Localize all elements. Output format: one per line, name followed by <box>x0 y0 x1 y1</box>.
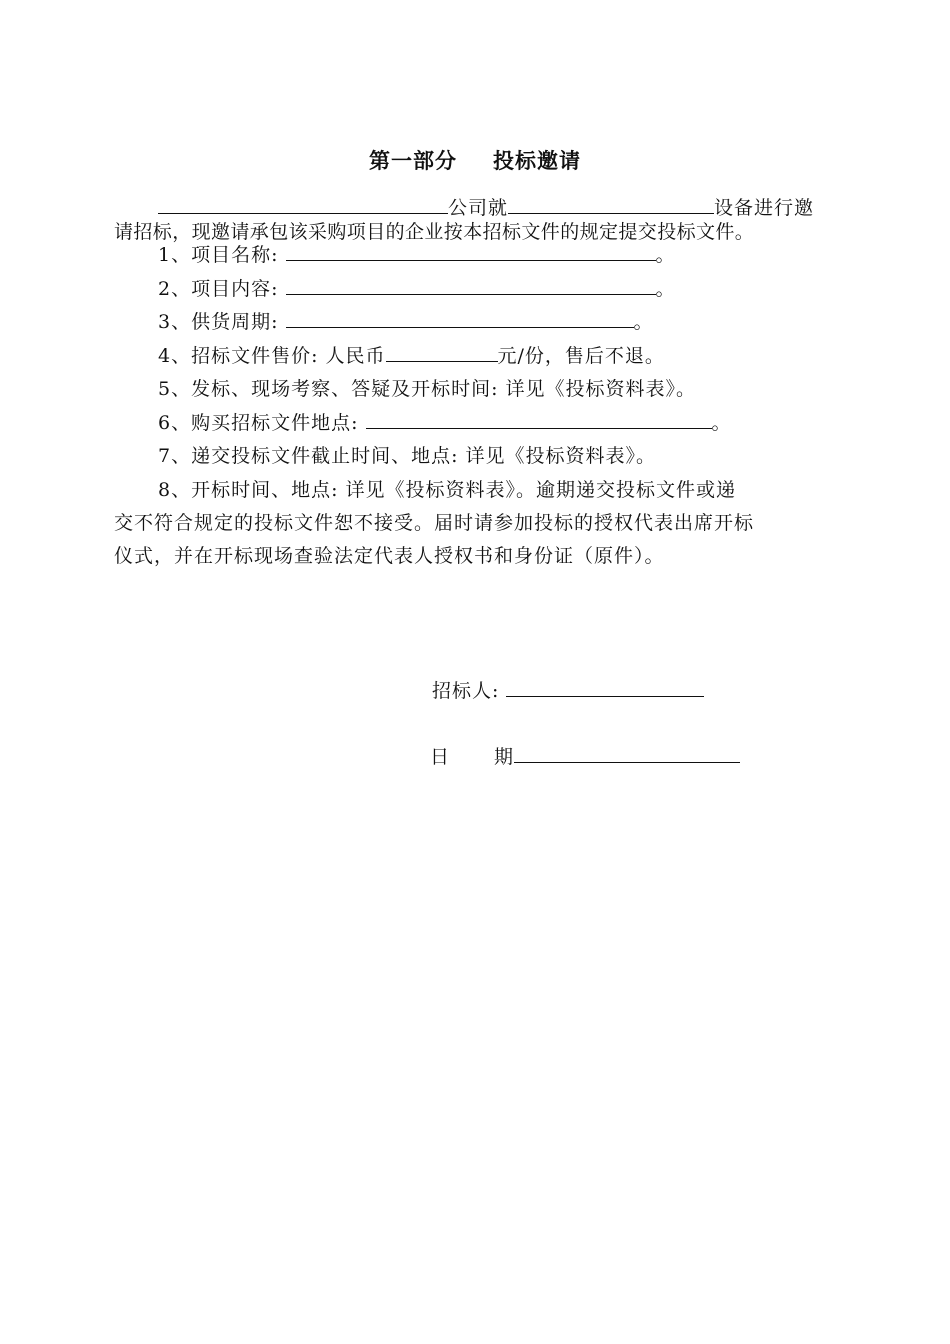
bidder-blank[interactable] <box>506 678 704 697</box>
item-2-period: 。 <box>655 278 676 300</box>
intro-line-1 <box>158 193 814 220</box>
item-7: 7、递交投标文件截止时间、地点: 详见《投标资料表》。 <box>158 445 657 467</box>
delivery-period-blank[interactable] <box>286 309 634 328</box>
date-label-day: 日 <box>430 746 451 768</box>
equipment-blank[interactable] <box>508 195 714 214</box>
item-3-label: 3、供货周期: <box>158 311 279 333</box>
title-part: 第一部分 <box>369 148 457 173</box>
item-3 <box>158 307 654 334</box>
purchase-location-blank[interactable] <box>366 410 712 429</box>
item-6-label: 6、购买招标文件地点: <box>158 412 359 434</box>
item-6 <box>158 408 732 435</box>
company-suffix: 公司就 <box>448 197 509 219</box>
intro-line-2: 请招标，现邀请承包该采购项目的企业按本招标文件的规定提交投标文件。 <box>114 221 755 243</box>
item-1 <box>158 240 676 267</box>
item-4 <box>158 341 665 368</box>
item-6-period: 。 <box>711 412 732 434</box>
date-blank[interactable] <box>514 744 740 763</box>
item-8-line-1: 8、开标时间、地点: 详见《投标资料表》。逾期递交投标文件或递 <box>158 479 737 501</box>
item-3-period: 。 <box>633 311 654 333</box>
item-2-label: 2、项目内容: <box>158 278 279 300</box>
bidder-label: 招标人: <box>432 680 500 702</box>
item-1-label: 1、项目名称: <box>158 244 279 266</box>
company-blank[interactable] <box>158 195 448 214</box>
price-blank[interactable] <box>386 343 498 362</box>
item-2 <box>158 274 676 301</box>
item-4-suffix: 元/份，售后不退。 <box>497 345 665 367</box>
item-8-line-2: 交不符合规定的投标文件恕不接受。届时请参加投标的授权代表出席开标 <box>114 512 755 534</box>
item-5: 5、发标、现场考察、答疑及开标时间: 详见《投标资料表》。 <box>158 378 697 400</box>
project-name-blank[interactable] <box>286 242 656 261</box>
equipment-suffix: 设备进行邀 <box>714 197 815 219</box>
item-1-period: 。 <box>655 244 676 266</box>
page-title <box>0 145 950 175</box>
project-content-blank[interactable] <box>286 276 656 295</box>
bidder-row <box>432 676 704 703</box>
item-8-line-3: 仪式，并在开标现场查验法定代表人授权书和身份证（原件）。 <box>114 545 665 567</box>
item-4-prefix: 4、招标文件售价: 人民币 <box>158 345 386 367</box>
date-row <box>430 742 740 769</box>
title-name: 投标邀请 <box>493 148 581 173</box>
date-label-period: 期 <box>494 746 515 768</box>
